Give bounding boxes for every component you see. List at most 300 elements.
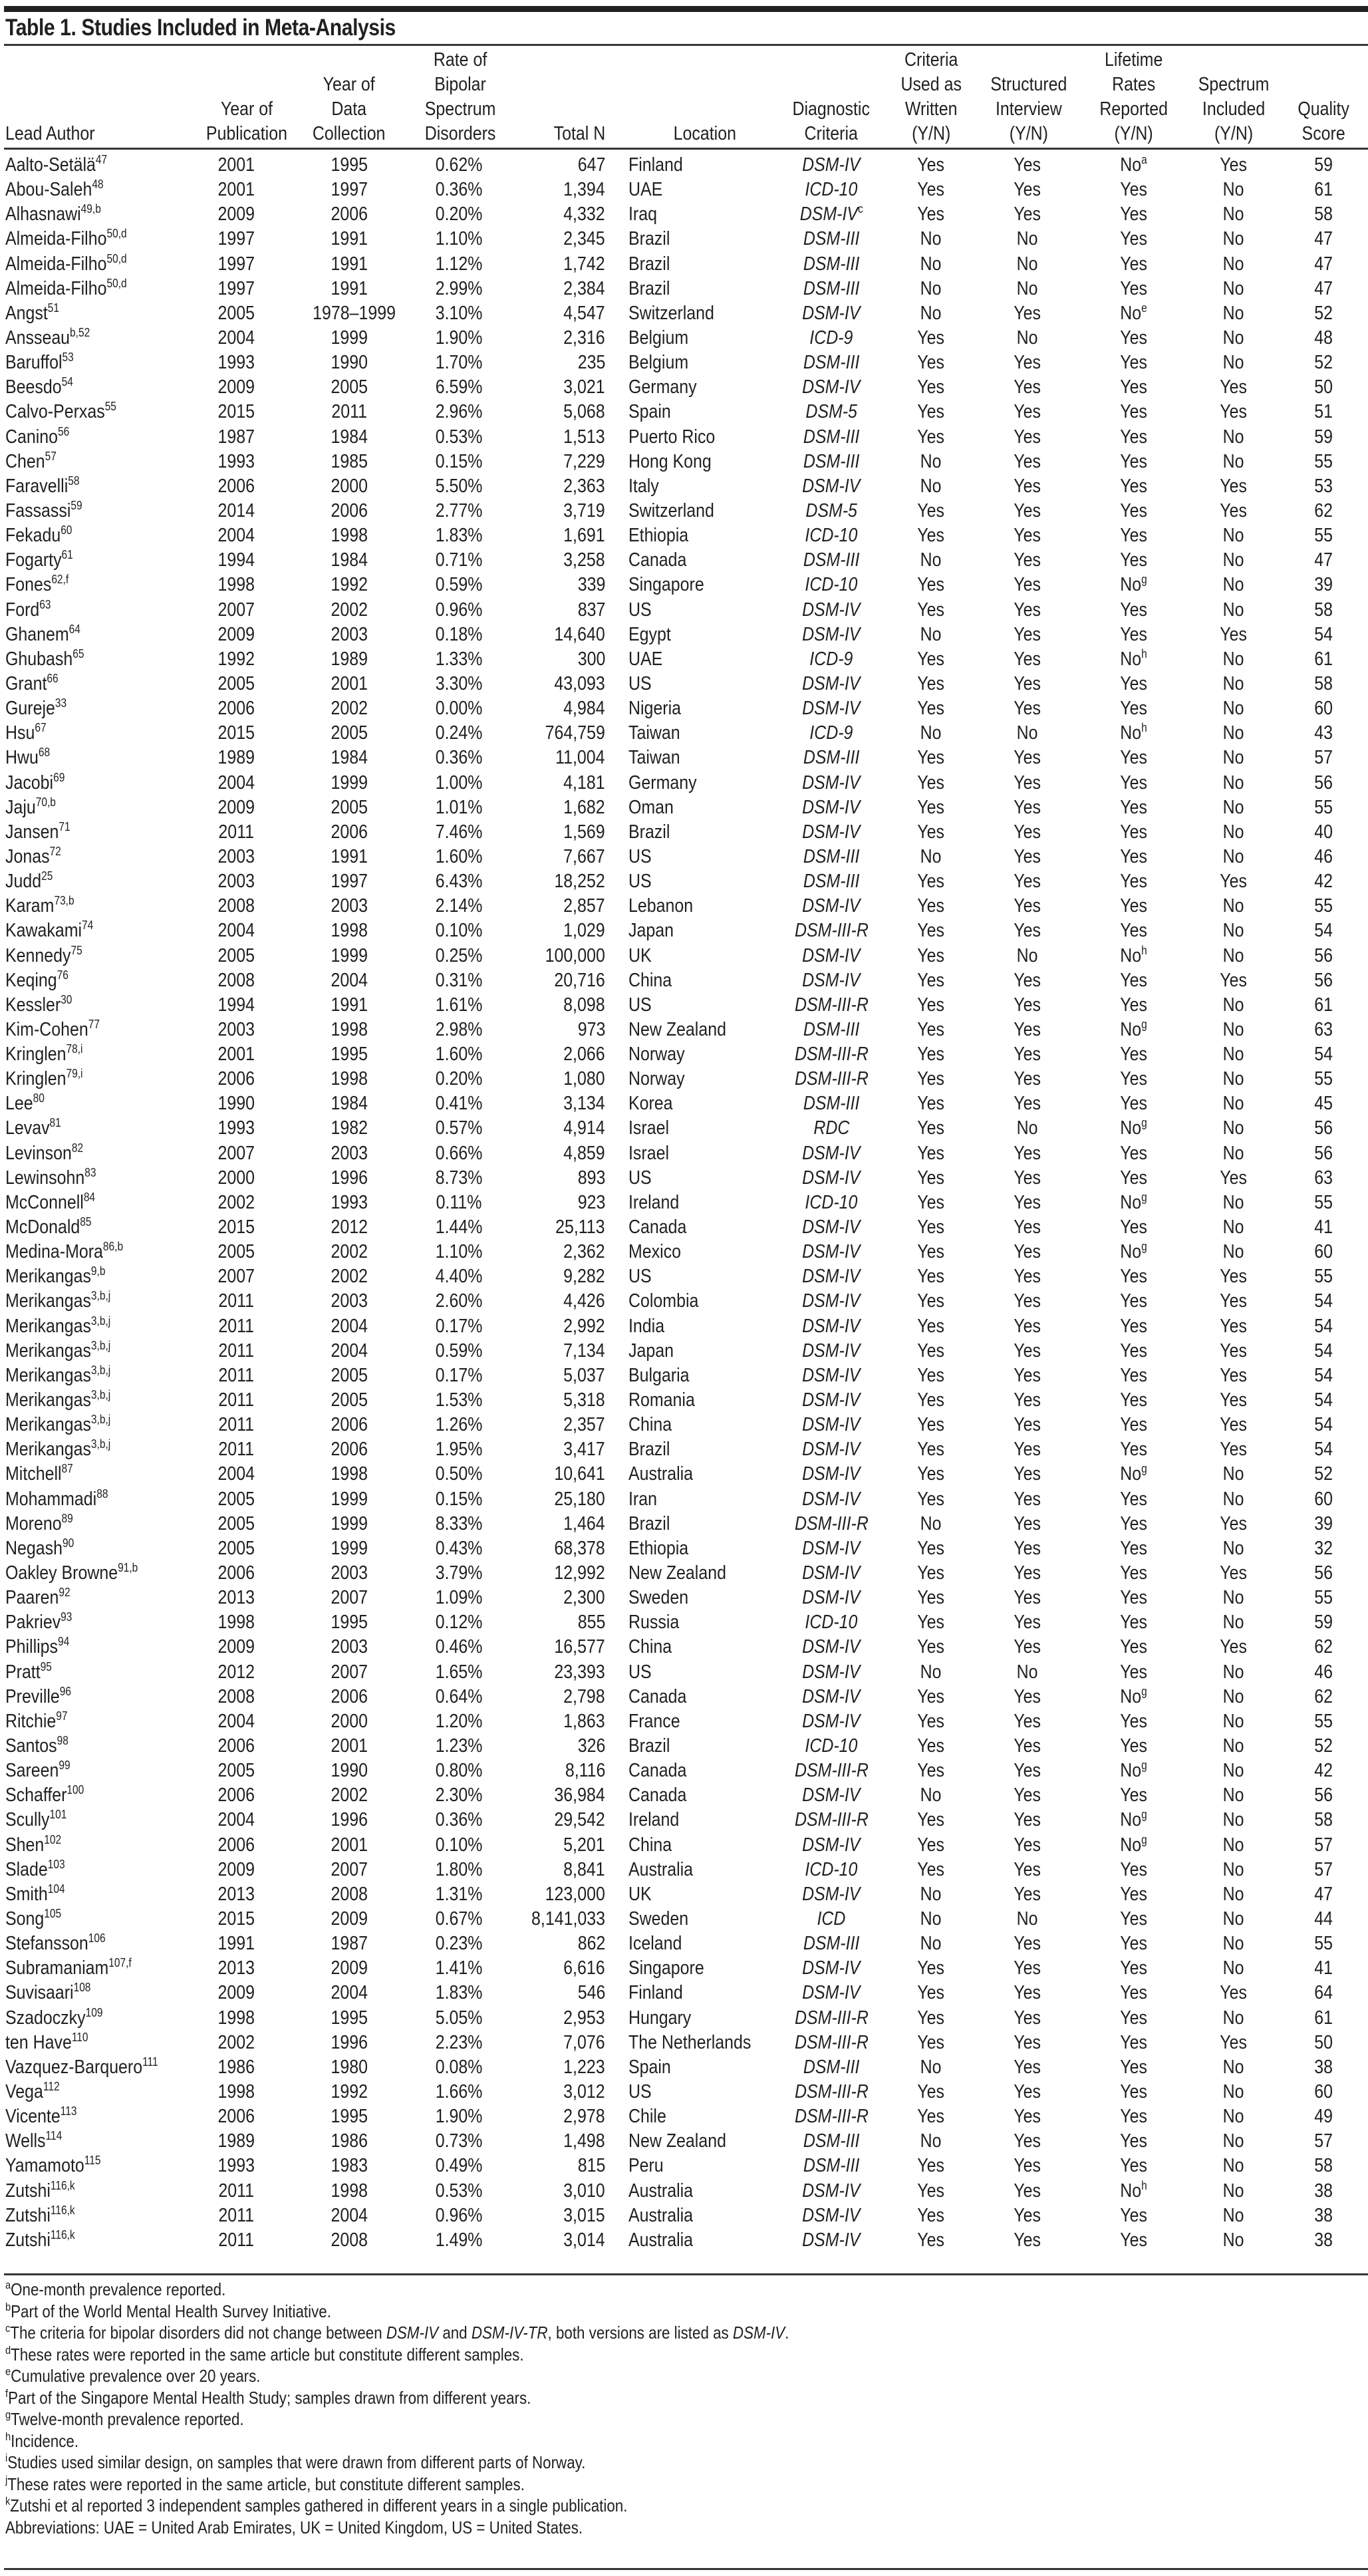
cell-text: Merikangas	[5, 1290, 91, 1312]
table-row	[0, 1116, 1368, 1141]
cell-text: DSM-III	[803, 1093, 860, 1115]
cell-text: Yes	[917, 1685, 945, 1707]
cell-text: Yes	[1220, 1562, 1248, 1584]
footnote-marker: 50,d	[106, 227, 127, 241]
cell-text: Yes	[917, 648, 945, 670]
cell-text: 2.14%	[435, 895, 483, 917]
cell-text: 62	[1314, 1636, 1333, 1658]
cell-text: Australia	[628, 2229, 694, 2251]
cell-struct	[984, 1635, 1071, 1659]
cell-struct	[984, 400, 1071, 424]
cell-text: 2006	[217, 698, 255, 720]
cell-q	[1287, 1339, 1360, 1363]
cell-text: 61	[1314, 994, 1333, 1016]
cell-data	[306, 1512, 392, 1536]
cell-crit	[785, 2228, 878, 2253]
cell-text: DSM-III	[803, 2056, 860, 2078]
cell-text: Yes	[1120, 228, 1148, 250]
cell-text: 57	[1314, 1834, 1333, 1856]
cell-rate	[419, 1487, 499, 1512]
cell-q	[1287, 1858, 1360, 1882]
cell-text: No	[1223, 1142, 1244, 1164]
cell-spec	[1190, 1709, 1277, 1734]
cell-text: Yes	[917, 1167, 945, 1189]
cell-text: Yes	[1014, 1167, 1041, 1189]
table-row	[0, 1981, 1368, 2005]
table-row	[0, 400, 1368, 424]
table-row	[0, 375, 1368, 400]
cell-rate	[419, 869, 499, 894]
footnote-marker: g	[1141, 1759, 1148, 1773]
column-header-line: Spectrum	[424, 98, 496, 120]
table-row	[0, 1808, 1368, 1832]
cell-author	[5, 1932, 122, 1956]
column-header-line: Included	[1202, 98, 1266, 120]
cell-text: 54	[1314, 1414, 1333, 1436]
cell-q	[1287, 351, 1360, 375]
cell-text: 973	[577, 1018, 605, 1040]
cell-data	[306, 944, 392, 968]
cell-pub	[200, 425, 273, 450]
cell-text: DSM-III	[803, 1018, 860, 1040]
cell-text: Yes	[1014, 1191, 1041, 1213]
cell-text: Yes	[1120, 1562, 1148, 1584]
cell-text: DSM-III	[803, 1933, 860, 1955]
cell-text: 0.66%	[435, 1142, 483, 1164]
table-row	[0, 548, 1368, 573]
cell-pub	[200, 1536, 273, 1561]
cell-text: Fogarty	[5, 549, 62, 571]
cell-text: 2013	[217, 1957, 255, 1979]
cell-text: 1991	[331, 253, 368, 275]
cell-struct	[984, 1042, 1071, 1067]
table-row	[0, 499, 1368, 523]
cell-n	[505, 1067, 605, 1091]
cell-struct	[984, 1808, 1071, 1832]
cell-text: Switzerland	[628, 500, 714, 521]
cell-data	[306, 1783, 392, 1808]
cell-text: 2,316	[563, 327, 605, 349]
cell-pub	[200, 1215, 273, 1240]
cell-crit	[785, 178, 878, 202]
cell-text: Yes	[917, 772, 945, 793]
cell-data	[306, 647, 392, 672]
column-header-pub	[200, 97, 287, 146]
cell-text: 2008	[217, 1685, 255, 1707]
cell-data	[306, 696, 392, 721]
cell-text: Yes	[1014, 1982, 1041, 2004]
cell-author	[5, 2204, 86, 2228]
cell-author	[5, 2031, 102, 2055]
cell-n	[505, 2154, 605, 2178]
cell-q	[1287, 1264, 1360, 1289]
cell-text: No	[1223, 1587, 1244, 1609]
cell-text: Ritchie	[5, 1710, 57, 1732]
cell-text: 56	[1314, 1785, 1333, 1806]
cell-text: 1992	[331, 574, 368, 596]
cell-text: 2011	[218, 1439, 254, 1461]
cell-text: Yes	[1120, 426, 1148, 448]
cell-used	[891, 1166, 971, 1191]
cell-data	[306, 968, 392, 993]
cell-text: Yes	[1120, 1933, 1148, 1955]
table-row	[0, 1487, 1368, 1512]
cell-crit	[785, 2104, 878, 2129]
footnote-marker: h	[1141, 646, 1148, 660]
cell-life	[1087, 1660, 1180, 1685]
cell-text: Yes	[1120, 2229, 1148, 2251]
footnote-mark: k	[5, 2495, 11, 2507]
cell-pub	[200, 1783, 273, 1808]
cell-life	[1087, 548, 1180, 573]
cell-data	[306, 1858, 392, 1882]
cell-text: 2002	[331, 1785, 368, 1806]
cell-q	[1287, 968, 1360, 993]
cell-pub	[200, 2031, 273, 2055]
cell-text: 2015	[217, 1908, 255, 1930]
cell-crit	[785, 1808, 878, 1832]
cell-text: No	[1120, 302, 1142, 324]
cell-crit	[785, 845, 878, 869]
column-header-line: Year of	[220, 98, 273, 120]
cell-text: No	[1223, 1785, 1244, 1806]
cell-q	[1287, 2129, 1360, 2154]
cell-struct	[984, 1462, 1071, 1487]
cell-text: 2004	[331, 1315, 368, 1337]
footnote	[5, 2474, 1172, 2496]
cell-text: Yes	[1014, 500, 1041, 521]
column-header-line: Data	[331, 98, 367, 120]
cell-text: 1989	[217, 747, 255, 769]
cell-text: Romania	[628, 1389, 695, 1411]
cell-rate	[419, 1413, 499, 1437]
cell-data	[306, 153, 392, 178]
cell-loc	[628, 1709, 688, 1734]
cell-author	[5, 1264, 122, 1289]
cell-text: 2004	[217, 920, 255, 942]
cell-text: 53	[1314, 475, 1333, 497]
column-header-struct	[984, 72, 1071, 146]
cell-text: No	[1223, 525, 1244, 547]
cell-text: Brazil	[628, 1439, 670, 1461]
cell-loc	[628, 301, 728, 326]
cell-text: Chen	[5, 450, 45, 472]
cell-struct	[984, 1018, 1071, 1042]
cell-data	[306, 894, 392, 919]
footnote-marker: 51	[47, 301, 60, 315]
cell-loc	[628, 1487, 662, 1512]
cell-data	[306, 375, 392, 400]
cell-text: DSM-III-R	[794, 2031, 869, 2053]
cell-n	[505, 1858, 605, 1882]
cell-pub	[200, 548, 273, 573]
cell-text: 2003	[331, 1562, 368, 1584]
cell-used	[891, 1067, 971, 1091]
cell-spec	[1190, 1956, 1277, 1981]
column-header-line: Lifetime	[1105, 49, 1163, 71]
cell-used	[891, 499, 971, 523]
cell-text: Yes	[1014, 2204, 1041, 2226]
cell-text: 6,616	[563, 1957, 605, 1979]
cell-text: Yes	[1014, 401, 1041, 423]
cell-data	[306, 2179, 392, 2204]
cell-text: Sweden	[628, 1908, 689, 1930]
cell-text: Yes	[1014, 1933, 1041, 1955]
cell-text: 0.41%	[435, 1093, 483, 1115]
cell-struct	[984, 499, 1071, 523]
cell-text: 2011	[218, 2204, 254, 2226]
cell-text: 1998	[331, 1018, 368, 1040]
cell-rate	[419, 277, 499, 301]
cell-text: Kim-Cohen	[5, 1018, 88, 1040]
cell-text: No	[1120, 1241, 1142, 1263]
cell-life	[1087, 721, 1180, 746]
cell-used	[891, 1635, 971, 1659]
cell-text: No	[920, 845, 942, 867]
cell-text: 2011	[218, 1290, 254, 1312]
cell-text: ICD-10	[805, 1735, 858, 1757]
cell-text: DSM-IV	[802, 1834, 861, 1856]
cell-used	[891, 474, 971, 499]
cell-text: Yes	[1014, 845, 1041, 867]
cell-text: Lee	[5, 1093, 33, 1115]
footnote-marker: 97	[56, 1709, 68, 1723]
table-row	[0, 1907, 1368, 1932]
cell-n	[505, 1191, 605, 1215]
footnote-marker: 3,b,j	[90, 1388, 111, 1402]
cell-loc	[628, 1289, 710, 1314]
cell-data	[306, 1339, 392, 1363]
cell-spec	[1190, 1388, 1277, 1413]
cell-life	[1087, 795, 1180, 820]
footnote-marker: g	[1141, 1832, 1148, 1846]
cell-text: 1998	[331, 2180, 368, 2202]
cell-text: Yes	[917, 1562, 945, 1584]
cell-pub	[200, 1956, 273, 1981]
cell-text: Japan	[628, 1340, 674, 1361]
cell-text: 2.99%	[435, 277, 483, 299]
cell-text: Yes	[1014, 1537, 1041, 1559]
cell-spec	[1190, 1635, 1277, 1659]
cell-struct	[984, 1586, 1071, 1610]
table-row	[0, 919, 1368, 943]
cell-author	[5, 202, 116, 227]
cell-struct	[984, 301, 1071, 326]
cell-rate	[419, 523, 499, 548]
cell-text: Moreno	[5, 1512, 62, 1534]
cell-text: Yes	[917, 1142, 945, 1164]
footnote-marker: 57	[45, 449, 57, 463]
cell-author	[5, 2006, 118, 2031]
cell-text: 60	[1314, 2080, 1333, 2102]
footnotes	[5, 2279, 1362, 2538]
cell-text: 5,201	[563, 1834, 605, 1856]
footnote-marker: 59	[70, 498, 82, 512]
cell-loc	[628, 2104, 672, 2129]
cell-q	[1287, 1388, 1360, 1413]
cell-text: Yes	[1220, 1315, 1248, 1337]
cell-data	[306, 326, 392, 351]
footnote-text: These rates were reported in the same article but constitute different samples.	[11, 2344, 524, 2364]
cell-struct	[984, 573, 1071, 597]
cell-text: 2015	[217, 1216, 255, 1238]
column-header-line: (Y/N)	[1114, 123, 1154, 144]
cell-text: 2005	[331, 1364, 368, 1386]
cell-text: Kennedy	[5, 944, 71, 966]
cell-text: Yes	[917, 1216, 945, 1238]
cell-data	[306, 993, 392, 1018]
cell-text: 2,066	[563, 1044, 605, 1066]
cell-text: Yes	[917, 1364, 945, 1386]
cell-text: Merikangas	[5, 1266, 91, 1288]
cell-text: Yes	[917, 895, 945, 917]
column-header-loc	[665, 122, 745, 146]
cell-spec	[1190, 968, 1277, 993]
cell-life	[1087, 326, 1180, 351]
cell-author	[5, 721, 53, 746]
cell-loc	[628, 1759, 696, 1783]
cell-rate	[419, 1215, 499, 1240]
cell-text: 5,068	[563, 401, 605, 423]
cell-q	[1287, 944, 1360, 968]
cell-crit	[785, 1289, 878, 1314]
cell-struct	[984, 993, 1071, 1018]
table-row	[0, 944, 1368, 968]
cell-text: No	[1223, 672, 1244, 694]
cell-text: 1995	[331, 154, 368, 176]
cell-struct	[984, 2204, 1071, 2228]
cell-loc	[628, 153, 692, 178]
cell-text: 29,542	[554, 1809, 605, 1831]
cell-data	[306, 1437, 392, 1462]
cell-data	[306, 1413, 392, 1437]
cell-spec	[1190, 919, 1277, 943]
cell-text: Switzerland	[628, 302, 714, 324]
cell-n	[505, 153, 605, 178]
cell-text: Yes	[1014, 1093, 1041, 1115]
cell-loc	[628, 499, 728, 523]
cell-text: ICD-10	[805, 1191, 858, 1213]
cell-crit	[785, 1487, 878, 1512]
cell-used	[891, 696, 971, 721]
column-header-line: Criteria	[904, 49, 958, 71]
cell-pub	[200, 2129, 273, 2154]
cell-spec	[1190, 746, 1277, 770]
cell-text: Yes	[1120, 525, 1148, 547]
cell-text: 18,252	[554, 871, 605, 893]
cell-text: 54	[1314, 1315, 1333, 1337]
cell-text: Yes	[917, 2031, 945, 2053]
cell-q	[1287, 1363, 1360, 1388]
table-row	[0, 1462, 1368, 1487]
footnote-marker: 72	[49, 844, 61, 858]
cell-text: 2007	[217, 1266, 255, 1288]
cell-text: 48	[1314, 327, 1333, 349]
cell-text: 58	[1314, 1809, 1333, 1831]
cell-rate	[419, 1437, 499, 1462]
cell-text: 0.17%	[435, 1315, 483, 1337]
cell-rate	[419, 1561, 499, 1586]
cell-pub	[200, 2104, 273, 2129]
cell-text: No	[1223, 2106, 1244, 2128]
cell-text: 2012	[217, 1661, 255, 1683]
cell-pub	[200, 919, 273, 943]
cell-pub	[200, 1091, 273, 1116]
cell-struct	[984, 326, 1071, 351]
cell-life	[1087, 1734, 1180, 1759]
cell-text: Singapore	[628, 574, 704, 596]
cell-text: Stefansson	[5, 1933, 88, 1955]
cell-author	[5, 2080, 68, 2104]
cell-n	[505, 1487, 605, 1512]
cell-loc	[628, 2080, 655, 2104]
cell-q	[1287, 721, 1360, 746]
cell-loc	[628, 1833, 679, 1858]
cell-text: No	[1223, 2229, 1244, 2251]
cell-text: Yes	[1120, 2031, 1148, 2053]
cell-text: Yes	[1220, 1290, 1248, 1312]
cell-text: No	[1223, 722, 1244, 744]
cell-loc	[628, 1314, 670, 1339]
table-row	[0, 672, 1368, 696]
cell-text: DSM-IV	[802, 1463, 861, 1485]
cell-text: 5.50%	[435, 475, 483, 497]
cell-text: 60	[1314, 698, 1333, 720]
cell-text: Yes	[1220, 475, 1248, 497]
cell-text: 1,464	[563, 1512, 605, 1534]
cell-loc	[628, 1512, 677, 1536]
cell-loc	[628, 227, 677, 251]
cell-text: India	[628, 1315, 665, 1337]
cell-data	[306, 252, 392, 277]
cell-pub	[200, 1042, 273, 1067]
cell-text: No	[1223, 1834, 1244, 1856]
table-row	[0, 153, 1368, 178]
column-header-line: Quality	[1298, 98, 1349, 120]
cell-data	[306, 1709, 392, 1734]
cell-q	[1287, 1981, 1360, 2005]
cell-text: 1984	[331, 747, 368, 769]
cell-spec	[1190, 1536, 1277, 1561]
footnote-marker: 107,f	[108, 1956, 132, 1970]
cell-q	[1287, 2104, 1360, 2129]
cell-text: No	[1223, 772, 1244, 793]
cell-struct	[984, 746, 1071, 770]
cell-text: 8,141,033	[531, 1908, 605, 1930]
cell-crit	[785, 1116, 878, 1141]
cell-spec	[1190, 647, 1277, 672]
cell-text: Norway	[628, 1068, 685, 1090]
cell-life	[1087, 1462, 1180, 1487]
cell-struct	[984, 869, 1071, 894]
footnote-marker: 50,d	[106, 276, 127, 290]
cell-text: 2002	[331, 599, 368, 621]
cell-text: 4,332	[563, 204, 605, 225]
cell-data	[306, 1907, 392, 1932]
cell-rate	[419, 1091, 499, 1116]
cell-text: 1997	[331, 179, 368, 201]
cell-loc	[628, 277, 677, 301]
cell-used	[891, 2031, 971, 2055]
cell-crit	[785, 301, 878, 326]
cell-pub	[200, 523, 273, 548]
cell-spec	[1190, 351, 1277, 375]
cell-author	[5, 845, 70, 869]
cell-text: 1998	[331, 1463, 368, 1485]
cell-loc	[628, 1561, 742, 1586]
cell-text: Yes	[1014, 1834, 1041, 1856]
cell-spec	[1190, 2129, 1277, 2154]
